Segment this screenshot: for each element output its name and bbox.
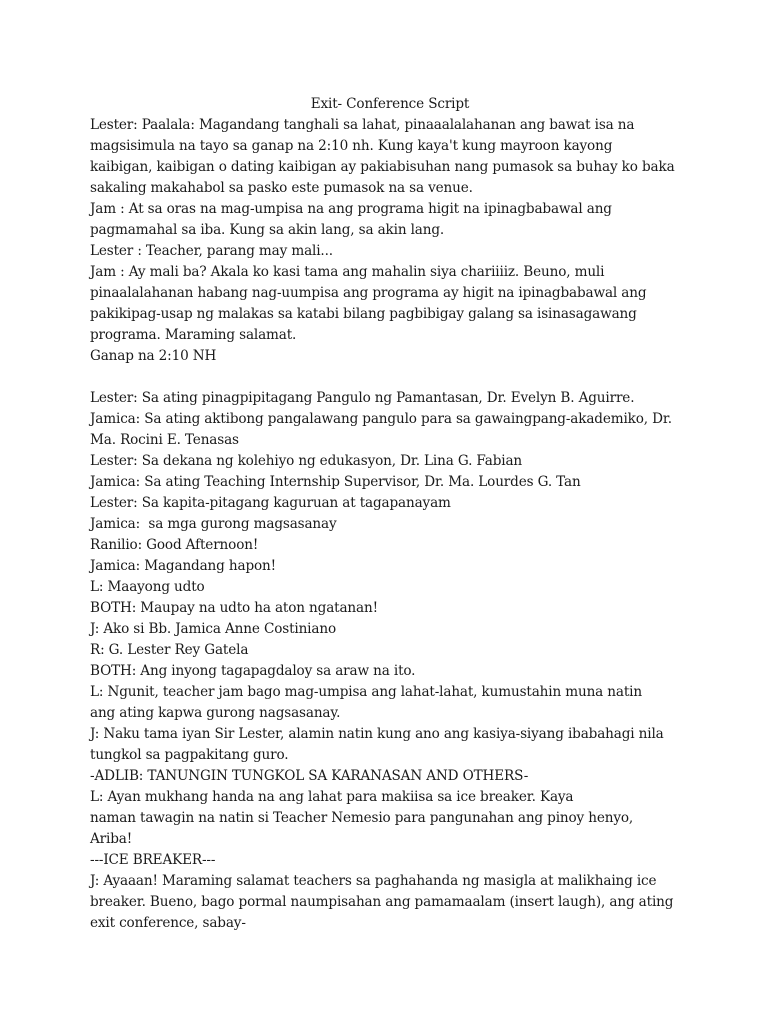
- script-line: Ranilio: Good Afternoon!: [90, 537, 259, 553]
- script-line: L: Ngunit, teacher jam bago mag-umpisa ang lahat-lahat, kumustahin muna natin: [90, 684, 642, 700]
- script-line: pagmamahal sa iba. Kung sa akin lang, sa akin lang.: [90, 222, 445, 238]
- script-line: Ma. Rocini E. Tenasas: [90, 432, 239, 448]
- script-line: programa. Maraming salamat.: [90, 327, 297, 343]
- script-line: Lester: Sa ating pinagpipitagang Pangulo ng Pamantasan, Dr. Evelyn B. Aguirre.: [90, 390, 635, 406]
- script-line: L: Maayong udto: [90, 579, 205, 595]
- script-line: J: Naku tama iyan Sir Lester, alamin natin kung ano ang kasiya-siyang ibabahagi nila: [90, 726, 664, 742]
- script-line: J: Ayaaan! Maraming salamat teachers sa paghahanda ng masigla at malikhaing ice: [90, 873, 657, 889]
- script-line: Lester: Paalala: Magandang tanghali sa lahat, pinaaalalahanan ang bawat isa na: [90, 117, 635, 133]
- script-line: ang ating kapwa gurong nagsasanay.: [90, 705, 341, 721]
- script-line: breaker. Bueno, bago pormal naumpisahan ang pamamaalam (insert laugh), ang ating: [90, 894, 674, 910]
- script-line: Ariba!: [90, 831, 133, 847]
- script-line: ---ICE BREAKER---: [90, 852, 216, 868]
- script-line: Jamica: Sa ating Teaching Internship Supervisor, Dr. Ma. Lourdes G. Tan: [90, 474, 581, 490]
- document-title: Exit- Conference Script: [310, 96, 470, 112]
- script-line: Jamica: sa mga gurong magsasanay: [90, 516, 337, 532]
- script-line: BOTH: Maupay na udto ha aton ngatanan!: [90, 600, 378, 616]
- document-body: [90, 94, 690, 934]
- script-line: pakikipag-usap ng malakas sa katabi bilang pagbibigay galang sa isinasagawang: [90, 306, 637, 322]
- script-line: Lester : Teacher, parang may mali...: [90, 243, 333, 259]
- script-line: kaibigan, kaibigan o dating kaibigan ay pakiabisuhan nang pumasok sa buhay ko baka: [90, 159, 675, 175]
- script-line: naman tawagin na natin si Teacher Nemesio para pangunahan ang pinoy henyo,: [90, 810, 634, 826]
- script-line: Jamica: Sa ating aktibong pangalawang pangulo para sa gawaingpang-akademiko, Dr.: [90, 411, 672, 427]
- script-line: Jam : Ay mali ba? Akala ko kasi tama ang mahalin siya chariiiiz. Beuno, muli: [90, 264, 605, 280]
- script-line: BOTH: Ang inyong tagapagdaloy sa araw na ito.: [90, 663, 416, 679]
- script-line: Ganap na 2:10 NH: [90, 348, 217, 364]
- script-line: Jamica: Magandang hapon!: [90, 558, 276, 574]
- script-line: -ADLIB: TANUNGIN TUNGKOL SA KARANASAN AND OTHERS-: [90, 768, 529, 784]
- script-line: R: G. Lester Rey Gatela: [90, 642, 249, 658]
- script-line: Lester: Sa kapita-pitagang kaguruan at tagapanayam: [90, 495, 451, 511]
- script-line: Jam : At sa oras na mag-umpisa na ang programa higit na ipinagbabawal ang: [90, 201, 612, 217]
- script-line: Lester: Sa dekana ng kolehiyo ng edukasyon, Dr. Lina G. Fabian: [90, 453, 523, 469]
- script-line: J: Ako si Bb. Jamica Anne Costiniano: [90, 621, 336, 637]
- script-lines: [90, 115, 690, 934]
- script-line: tungkol sa pagpakitang guro.: [90, 747, 289, 763]
- script-line: exit conference, sabay-: [90, 915, 246, 931]
- blank-line: [90, 367, 690, 388]
- script-line: L: Ayan mukhang handa na ang lahat para makiisa sa ice breaker. Kaya: [90, 789, 574, 805]
- script-line: pinaalalahanan habang nag-uumpisa ang programa ay higit na ipinagbabawal ang: [90, 285, 647, 301]
- script-line: magsisimula na tayo sa ganap na 2:10 nh. Kung kaya't kung mayroon kayong: [90, 138, 613, 154]
- script-line: sakaling makahabol sa pasko este pumasok na sa venue.: [90, 180, 473, 196]
